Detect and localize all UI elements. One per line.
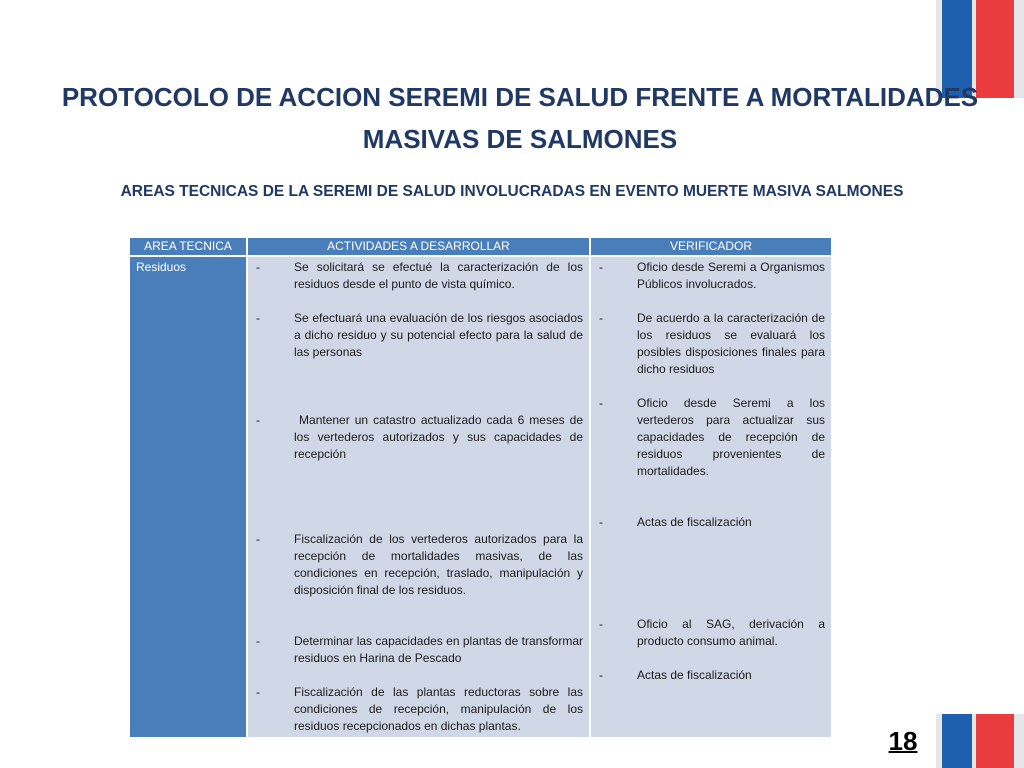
slide-subtitle: AREAS TECNICAS DE LA SEREMI DE SALUD INVOLUCRADAS EN EVENTO MUERTE MASIVA SALMONES <box>120 183 904 200</box>
verifier-item <box>597 395 825 480</box>
activity-item <box>254 412 587 463</box>
bullet-dash: - <box>256 532 260 546</box>
table-header-row <box>129 237 832 256</box>
table-row <box>129 256 832 738</box>
flag-decoration-bottom <box>936 714 1024 768</box>
activity-item <box>254 531 583 599</box>
activity-text: Mantener un catastro actualizado cada 6 meses de los vertederos autorizados y sus capacidades de recepción <box>294 413 587 461</box>
activity-text: Se solicitará se efectué la caracterización de los residuos desde el punto de vista químico. <box>294 260 583 291</box>
bullet-dash: - <box>599 311 603 325</box>
verifier-item <box>597 616 825 650</box>
activity-item <box>254 633 583 667</box>
slide-title: PROTOCOLO DE ACCION SEREMI DE SALUD FRENTE A MORTALIDADES MASIVAS DE SALMONES <box>61 82 979 154</box>
page-number: 18 <box>888 726 918 756</box>
activity-text: Se efectuará una evaluación de los riesgos asociados a dicho residuo y su potencial efecto para la salud de las personas <box>294 311 583 359</box>
bullet-dash: - <box>256 685 260 699</box>
bullet-dash: - <box>256 260 260 274</box>
activity-item <box>254 259 583 293</box>
activity-item <box>254 684 583 735</box>
bullet-dash: - <box>599 617 603 631</box>
header-actividades: ACTIVIDADES A DESARROLLAR <box>247 237 590 256</box>
header-area-tecnica: AREA TECNICA <box>129 237 247 256</box>
bullet-dash: - <box>256 311 260 325</box>
activities-cell <box>247 256 590 738</box>
bullet-dash: - <box>256 634 260 648</box>
activity-text: Fiscalización de las plantas reductoras sobre las condiciones de recepción, manipulación de los residuos recepcionados en dichas plantas. <box>294 685 583 733</box>
verifier-text: Oficio desde Seremi a los vertederos para actualizar sus capacidades de recepción de residuos provenientes de mortalidades. <box>637 396 825 478</box>
areas-table <box>128 236 833 739</box>
bullet-dash: - <box>256 413 260 427</box>
verifier-item <box>597 259 825 293</box>
activity-text: Fiscalización de los vertederos autorizados para la recepción de mortalidades masivas, de las condiciones en recepción, traslado, manipulación y disposición final de los residuos. <box>294 532 583 597</box>
verifier-text: Actas de fiscalización <box>637 515 752 529</box>
bullet-dash: - <box>599 396 603 410</box>
verifier-text: Actas de fiscalización <box>637 668 752 682</box>
header-verificador: VERIFICADOR <box>590 237 832 256</box>
activity-text: Determinar las capacidades en plantas de transformar residuos en Harina de Pescado <box>294 634 583 665</box>
bullet-dash: - <box>599 515 603 529</box>
area-cell: Residuos <box>129 256 247 738</box>
verifier-text: Oficio desde Seremi a Organismos Públicos involucrados. <box>637 260 825 291</box>
bullet-dash: - <box>599 668 603 682</box>
verifier-item <box>597 667 825 684</box>
verifier-text: Oficio al SAG, derivación a producto consumo animal. <box>637 617 825 648</box>
verifier-text: De acuerdo a la caracterización de los residuos se evaluará los posibles disposiciones finales para dicho residuos <box>637 311 825 376</box>
activity-item <box>254 310 583 361</box>
verifier-item <box>597 310 825 378</box>
bullet-dash: - <box>599 260 603 274</box>
verifier-item <box>597 514 825 531</box>
verifiers-cell <box>590 256 832 738</box>
